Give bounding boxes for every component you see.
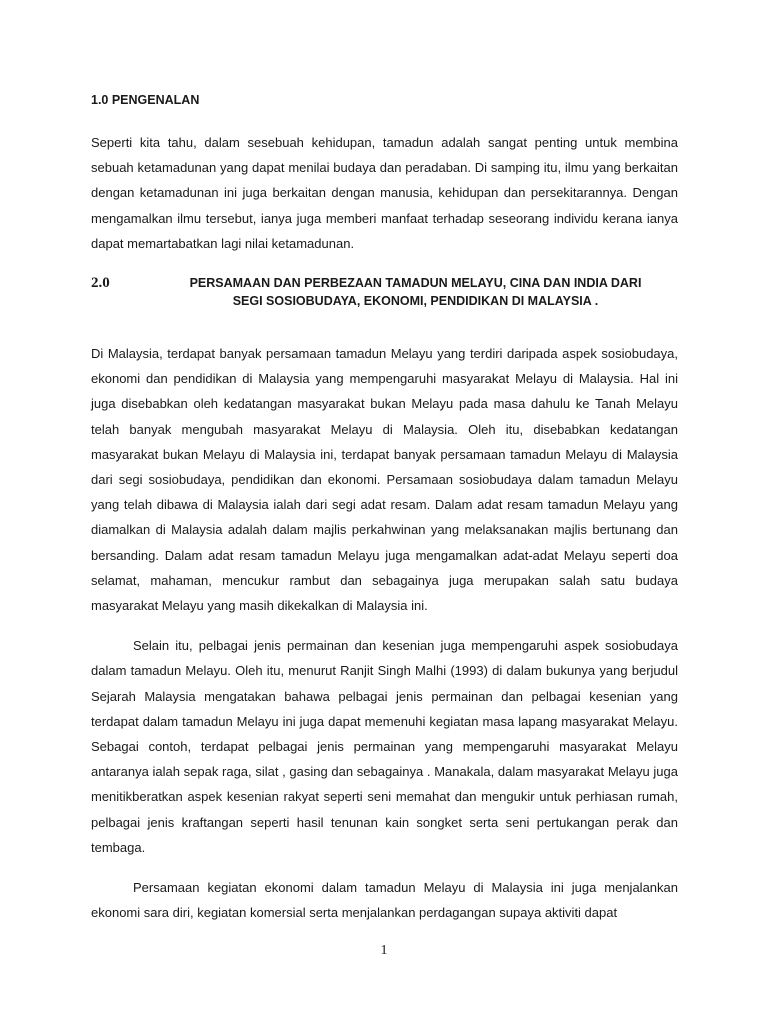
page-number: 1 (380, 943, 388, 958)
section-2-number: 2.0 (91, 275, 110, 292)
section-heading-pengenalan: 1.0 PENGENALAN (91, 93, 200, 107)
document-body (91, 92, 678, 925)
body-paragraph-3: Persamaan kegiatan ekonomi dalam tamadun Melayu di Malaysia ini juga menjalankan ekonomi sara diri, kegiatan komersial serta menjalankan perdagangan supaya aktiviti dapat (91, 880, 678, 921)
body-paragraph-1: Di Malaysia, terdapat banyak persamaan tamadun Melayu yang terdiri daripada aspek sosiobudaya, ekonomi dan pendidikan di Malaysia yang mempengaruhi masyarakat Melayu di Malaysia. Hal ini juga disebabkan oleh kedatangan masyarakat bukan Melayu pada masa dahulu ke Tanah Melayu telah banyak mengubah masyarakat Melayu di Malaysia. Oleh itu, disebabkan kedatangan masyarakat bukan Melayu di Malaysia ini, terdapat banyak persamaan tamadun Melayu di Malaysia dari segi sosiobudaya, pendidikan dan ekonomi. Persamaan sosiobudaya dalam tamadun Melayu yang telah dibawa di Malaysia ialah dari segi adat resam. Dalam adat resam tamadun Melayu yang diamalkan di Malaysia adalah dalam majlis perkahwinan yang melaksanakan majlis bertunang dan bersanding. Dalam adat resam tamadun Melayu juga mengamalkan adat-adat Melayu seperti doa selamat, mahaman, mencukur rambut dan sebagainya juga merupakan salah satu budaya masyarakat Melayu yang masih dikekalkan di Malaysia ini. (91, 346, 678, 614)
section-2-title-line-2: SEGI SOSIOBUDAYA, EKONOMI, PENDIDIKAN DI MALAYSIA . (232, 294, 599, 309)
intro-paragraph: Seperti kita tahu, dalam sesebuah kehidupan, tamadun adalah sangat penting untuk membina sebuah ketamadunan yang dapat menilai budaya dan peradaban. Di samping itu, ilmu yang berkaitan dengan ketamadunan ini juga berkaitan dengan manusia, kehidupan dan persekitarannya. Dengan mengamalkan ilmu tersebut, ianya juga memberi manfaat terhadap seseorang individu kerana ianya dapat memartabatkan lagi nilai ketamadunan. (91, 135, 678, 251)
body-paragraph-2: Selain itu, pelbagai jenis permainan dan kesenian juga mempengaruhi aspek sosiobudaya dalam tamadun Melayu. Oleh itu, menurut Ranjit Singh Malhi (1993) di dalam bukunya yang berjudul Sejarah Malaysia mengatakan bahawa pelbagai jenis permainan dan pelbagai kesenian yang terdapat dalam tamadun Melayu ini juga dapat memenuhi kegiatan masa lapang masyarakat Melayu. Sebagai contoh, terdapat pelbagai jenis permainan yang mempengaruhi masyarakat Melayu antaranya ialah sepak raga, silat , gasing dan sebagainya . Manakala, dalam masyarakat Melayu juga menitikberatkan aspek kesenian rakyat seperti seni memahat dan mengukir untuk perhiasan rumah, pelbagai jenis kraftangan seperti hasil tenunan kain songket serta seni pertukangan perak dan tembaga. (91, 638, 678, 855)
section-2-title (153, 274, 678, 310)
section-2-heading (91, 274, 678, 310)
section-2-title-line-1: PERSAMAAN DAN PERBEZAAN TAMADUN MELAYU, CINA DAN INDIA DARI (189, 276, 642, 291)
